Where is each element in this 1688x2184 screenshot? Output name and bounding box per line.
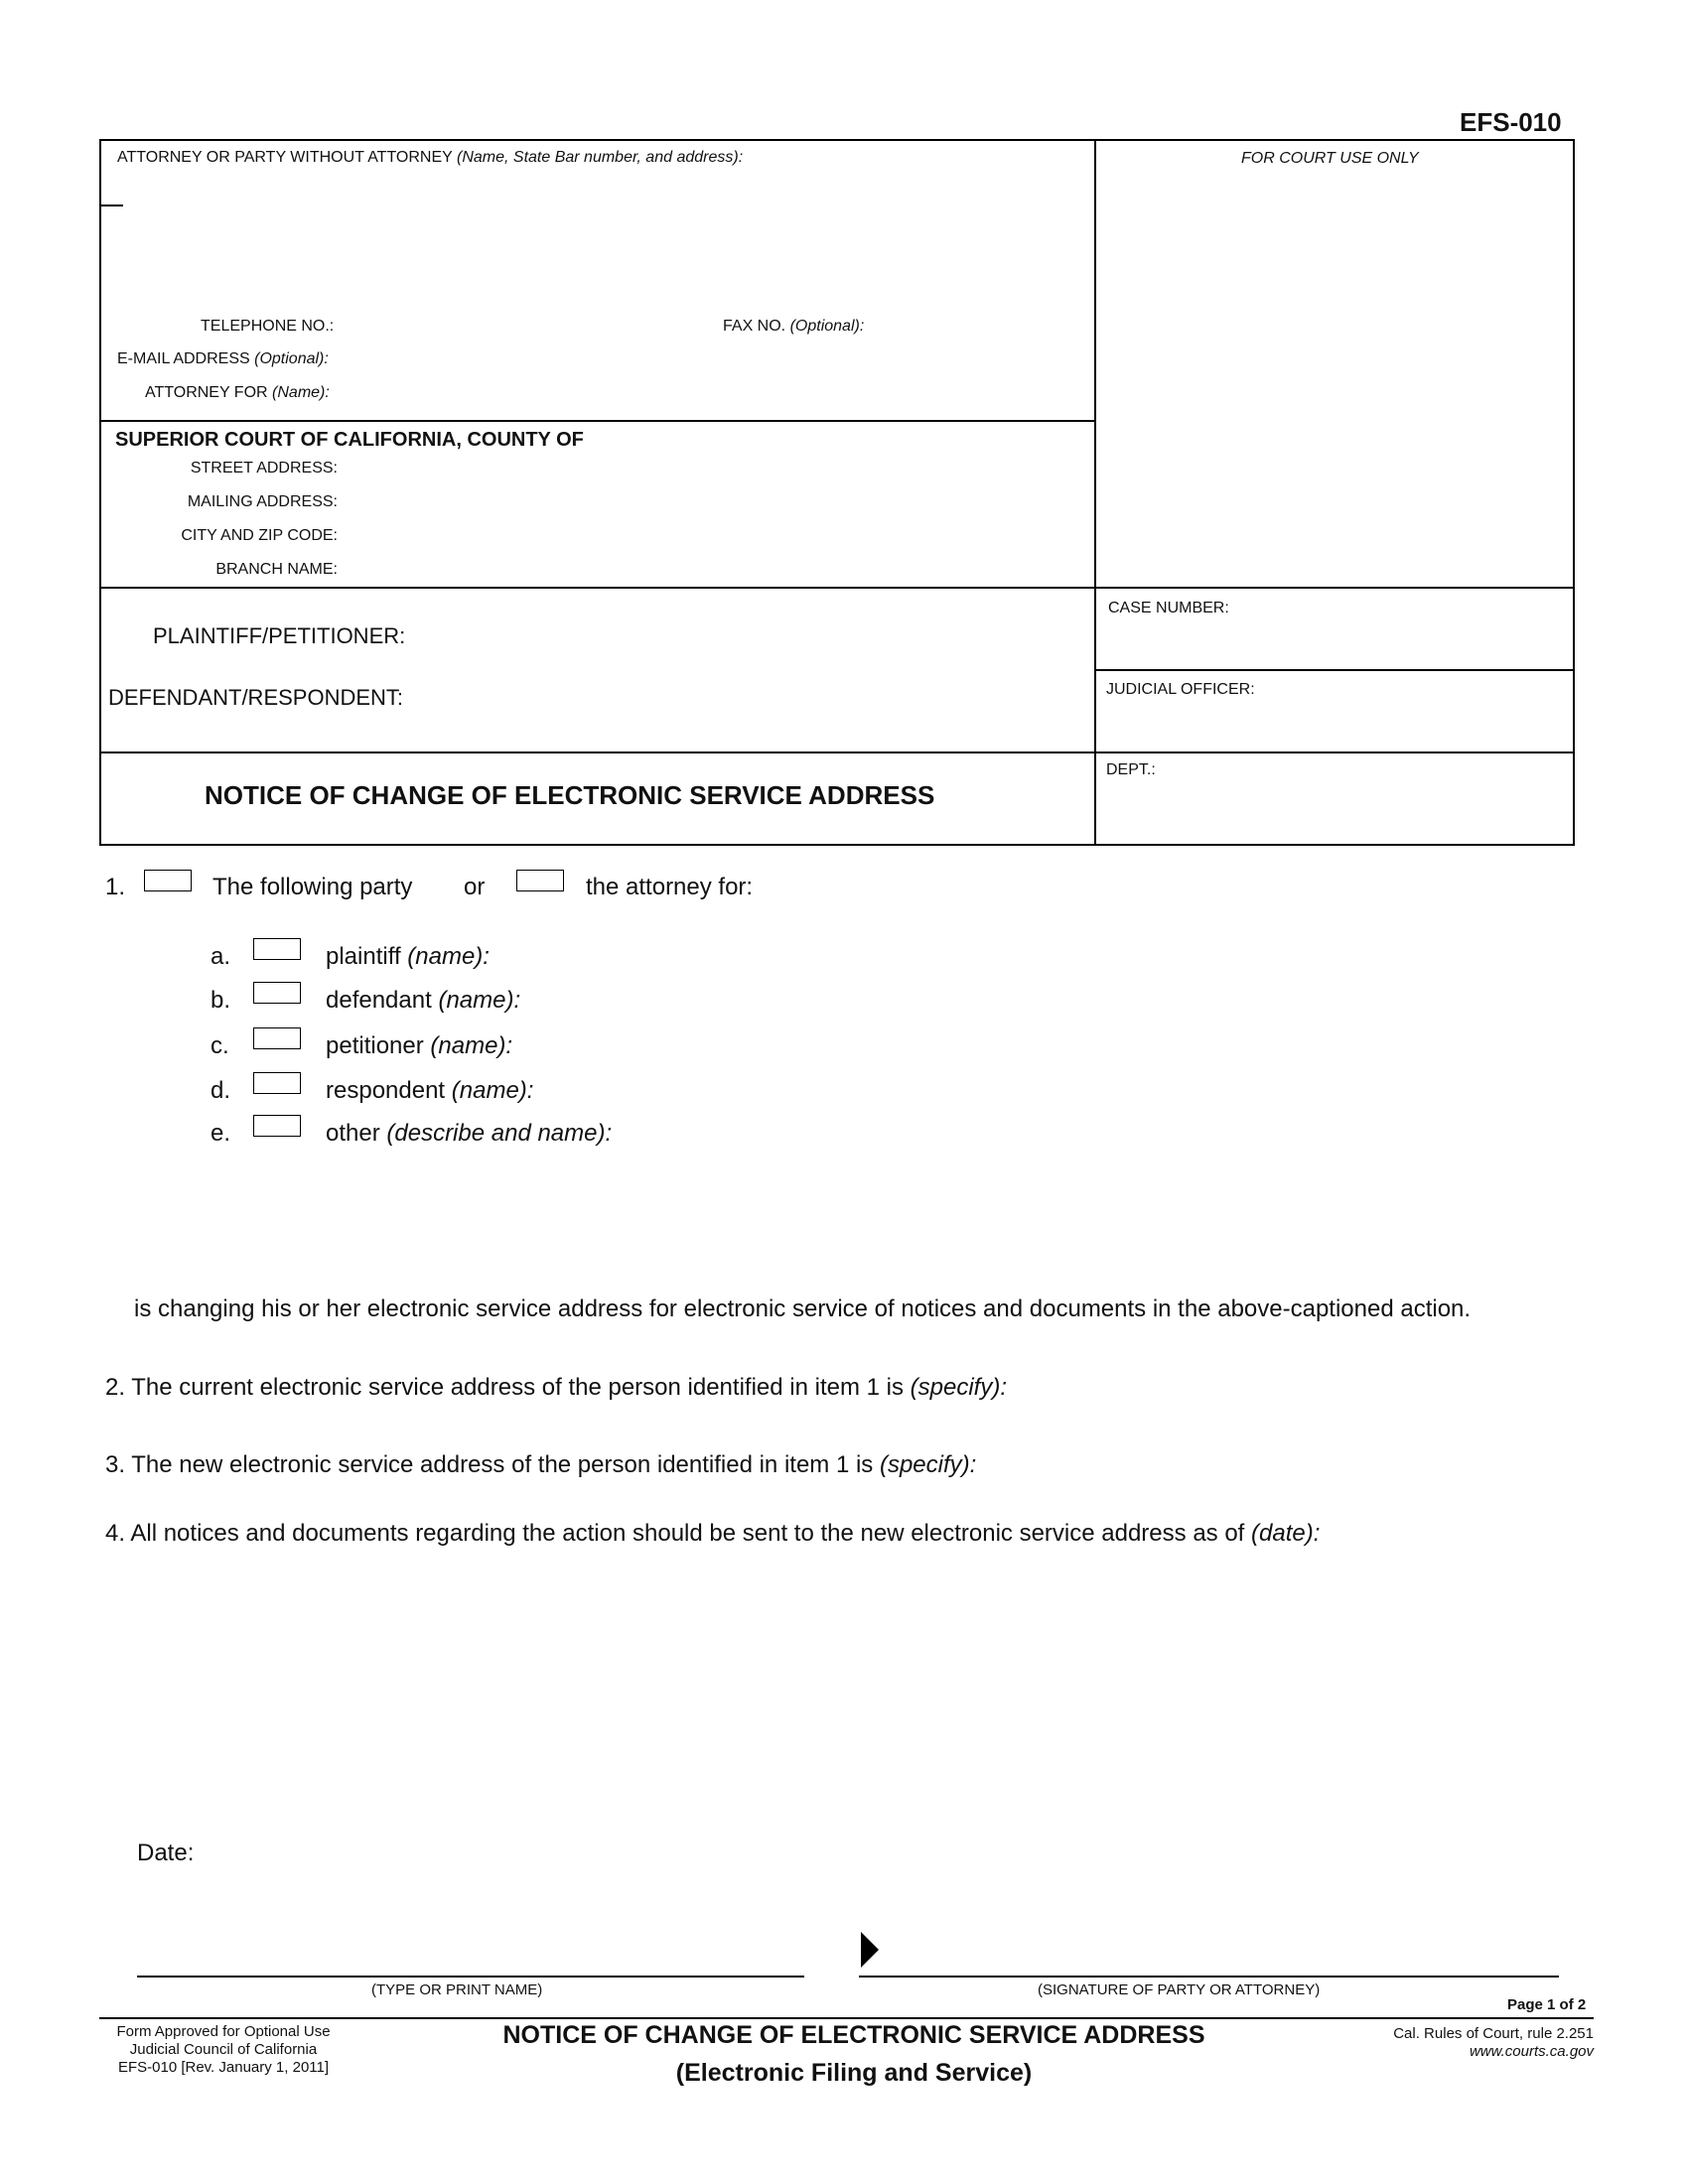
name-line[interactable]: [137, 1976, 804, 1978]
court-title: SUPERIOR COURT OF CALIFORNIA, COUNTY OF: [115, 429, 584, 451]
street-label: STREET ADDRESS:: [190, 460, 338, 477]
approved-block: Form Approved for Optional Use Judicial Council of California EFS-010 [Rev. January 1, 2011]: [116, 2023, 331, 2076]
attorney-text: the attorney for:: [586, 874, 754, 900]
dept-label: DEPT.:: [1106, 761, 1156, 778]
changing-statement: is changing his or her electronic service address for electronic service of notices and documents in the above-captioned action.: [134, 1296, 1472, 1322]
notice-title: NOTICE OF CHANGE OF ELECTRONIC SERVICE ADDRESS: [205, 780, 935, 810]
case-number-label: CASE NUMBER:: [1108, 600, 1229, 616]
option-e-label: other (describe and name):: [326, 1120, 613, 1147]
date-label: Date:: [137, 1840, 195, 1866]
plaintiff-label: PLAINTIFF/PETITIONER:: [153, 623, 406, 648]
defendant-checkbox[interactable]: [253, 982, 301, 1004]
website-link[interactable]: www.courts.ca.gov: [1469, 2043, 1594, 2060]
party-text: The following party: [212, 874, 413, 900]
footer-rule: [99, 2017, 1594, 2019]
footer-subtitle: (Electronic Filing and Service): [675, 2059, 1033, 2087]
signature-label: (SIGNATURE OF PARTY OR ATTORNEY): [1038, 1981, 1321, 1998]
petitioner-checkbox[interactable]: [253, 1027, 301, 1049]
court-use-label: FOR COURT USE ONLY: [1241, 150, 1419, 167]
or-text: or: [464, 874, 486, 900]
option-c-label: petitioner (name):: [326, 1032, 513, 1059]
plaintiff-checkbox[interactable]: [253, 938, 301, 960]
branch-label: BRANCH NAME:: [215, 561, 338, 578]
mailing-label: MAILING ADDRESS:: [187, 493, 338, 510]
item3: 3. The new electronic service address of the person identified in item 1 is (specify):: [105, 1451, 977, 1478]
item4: 4. All notices and documents regarding the action should be sent to the new electronic service address as of (date):: [105, 1520, 1321, 1547]
signature-line[interactable]: [859, 1976, 1559, 1978]
form-id: EFS-010: [1460, 107, 1562, 137]
item2: 2. The current electronic service address of the person identified in item 1 is (specify):: [105, 1374, 1007, 1401]
attorney-for-label: ATTORNEY FOR (Name):: [145, 384, 330, 401]
rule-reference: Cal. Rules of Court, rule 2.251: [1393, 2025, 1594, 2042]
option-a-letter: a.: [211, 943, 231, 970]
telephone-label: TELEPHONE NO.:: [201, 318, 335, 335]
option-c-letter: c.: [211, 1032, 229, 1059]
option-a-label: plaintiff (name):: [326, 943, 490, 970]
city-zip-label: CITY AND ZIP CODE:: [181, 527, 338, 544]
attorney-checkbox[interactable]: [516, 870, 564, 891]
judicial-officer-label: JUDICIAL OFFICER:: [1106, 681, 1255, 698]
respondent-checkbox[interactable]: [253, 1072, 301, 1094]
defendant-label: DEFENDANT/RESPONDENT:: [108, 685, 404, 710]
fax-label: FAX NO. (Optional):: [723, 318, 865, 335]
option-d-label: respondent (name):: [326, 1077, 534, 1104]
option-e-letter: e.: [211, 1120, 231, 1147]
signature-arrow-icon: [859, 1930, 881, 1970]
email-label: E-MAIL ADDRESS (Optional):: [117, 350, 329, 367]
attorney-label: ATTORNEY OR PARTY WITHOUT ATTORNEY (Name, State Bar number, and address):: [117, 149, 744, 166]
item1-number: 1.: [105, 874, 126, 900]
page-number: Page 1 of 2: [1507, 1996, 1587, 2013]
option-d-letter: d.: [211, 1077, 231, 1104]
party-checkbox[interactable]: [144, 870, 192, 891]
type-name-label: (TYPE OR PRINT NAME): [371, 1981, 543, 1998]
other-checkbox[interactable]: [253, 1115, 301, 1137]
footer-title: NOTICE OF CHANGE OF ELECTRONIC SERVICE ADDRESS: [502, 2021, 1205, 2049]
option-b-label: defendant (name):: [326, 987, 521, 1014]
option-b-letter: b.: [211, 987, 231, 1014]
